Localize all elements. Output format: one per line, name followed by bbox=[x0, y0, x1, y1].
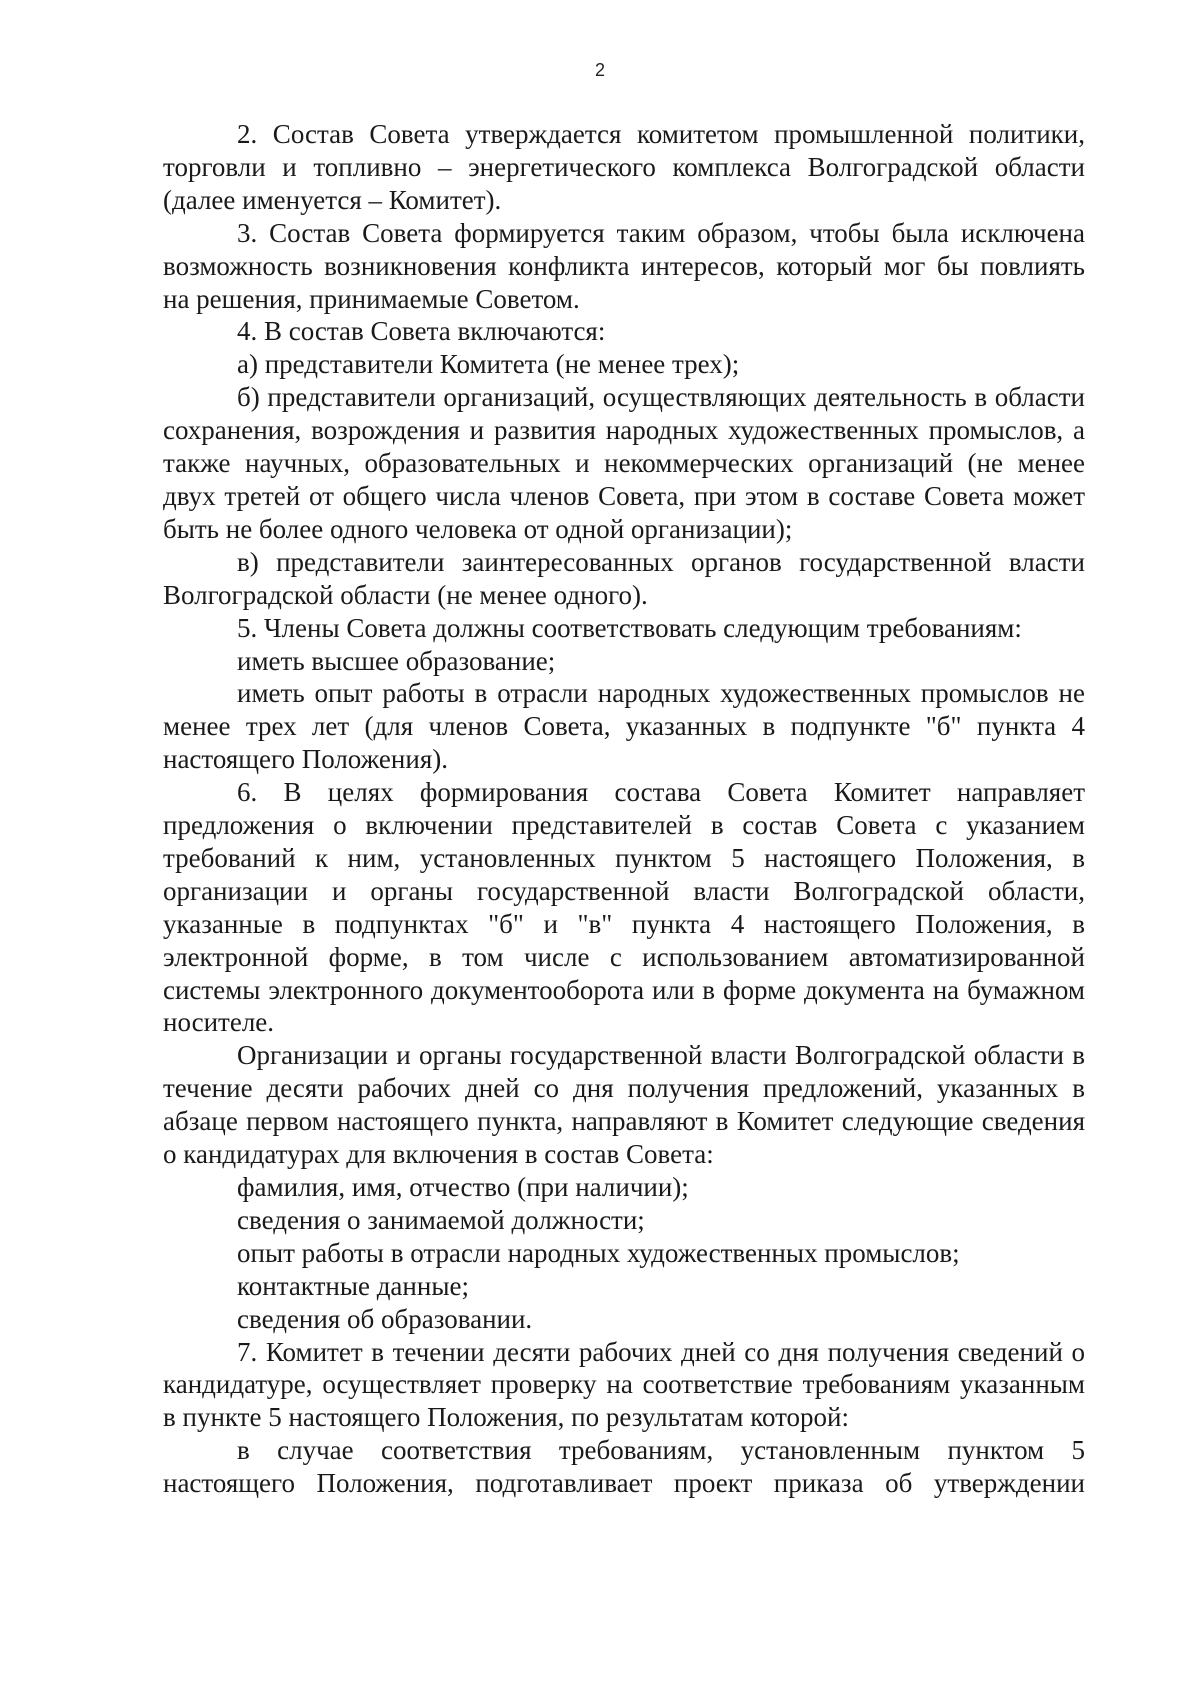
paragraph-compliance-case: в случае соответствия требованиям, установленным пунктом 5 настоящего Положения, подготавливает проект приказа об утверждении bbox=[163, 1435, 1085, 1499]
info-item-education: сведения об образовании. bbox=[237, 1303, 533, 1334]
list-item-v: в) представители заинтересованных органов государственной власти Волгоградской области (не менее одного). bbox=[163, 546, 1085, 610]
paragraph-3-council-formation: 3. Состав Совета формируется таким образом, чтобы была исключена возможность возникновения конфликта интересов, который мог бы повлиять на решения, принимаемые Советом. bbox=[163, 217, 1085, 314]
paragraph-organizations-response: Организации и органы государственной власти Волгоградской области в течение десяти рабочих дней со дня получения предложений, указанных в абзаце первом настоящего пункта, направляют в Комитет следующие сведения о кандидатурах для включения в состав Совета: bbox=[163, 1040, 1085, 1170]
paragraph-5-requirements: 5. Члены Совета должны соответствовать следующим требованиям: bbox=[237, 612, 1022, 643]
info-item-experience: опыт работы в отрасли народных художественных промыслов; bbox=[237, 1237, 960, 1268]
list-item-a: а) представители Комитета (не менее трех); bbox=[237, 349, 740, 380]
info-item-position: сведения о занимаемой должности; bbox=[237, 1204, 645, 1235]
info-item-contacts: контактные данные; bbox=[237, 1270, 469, 1301]
paragraph-2-council-approval: 2. Состав Совета утверждается комитетом промышленной политики, торговли и топливно – энергетического комплекса Волгоградской области (далее именуется – Комитет). bbox=[163, 119, 1085, 215]
requirement-work-experience: иметь опыт работы в отрасли народных художественных промыслов не менее трех лет (для членов Совета, указанных в подпункте "б" пункта 4 настоящего Положения). bbox=[163, 678, 1085, 775]
requirement-higher-education: иметь высшее образование; bbox=[237, 645, 556, 676]
page-number: 2 bbox=[594, 60, 605, 80]
paragraph-4-council-includes: 4. В состав Совета включаются: bbox=[237, 316, 606, 347]
paragraph-7-verification: 7. Комитет в течении десяти рабочих дней со дня получения сведений о кандидатуре, осуществляет проверку на соответствие требованиям указанным в пункте 5 настоящего Положения, по результатам которой: bbox=[163, 1336, 1085, 1433]
paragraph-6-proposals: 6. В целях формирования состава Совета Комитет направляет предложения о включении представителей в состав Совета с указанием требований к ним, установленных пунктом 5 настоящего Положения, в организации и органы государственной власти Волгоградской области, указанные в подпунктах "б" и "в" пункта 4 настоящего Положения, в электронной форме, в том числе с использованием автоматизированной системы электронного документооборота или в форме документа на бумажном носителе. bbox=[163, 777, 1085, 1038]
list-item-b: б) представители организаций, осуществляющих деятельность в области сохранения, возрождения и развития народных художественных промыслов, а также научных, образовательных и некоммерческих организаций (не менее двух третей от общего числа членов Совета, при этом в составе Совета может быть не более одного человека от одной организации); bbox=[163, 382, 1085, 544]
document-body bbox=[163, 118, 1085, 1500]
info-item-full-name: фамилия, имя, отчество (при наличии); bbox=[237, 1172, 689, 1202]
